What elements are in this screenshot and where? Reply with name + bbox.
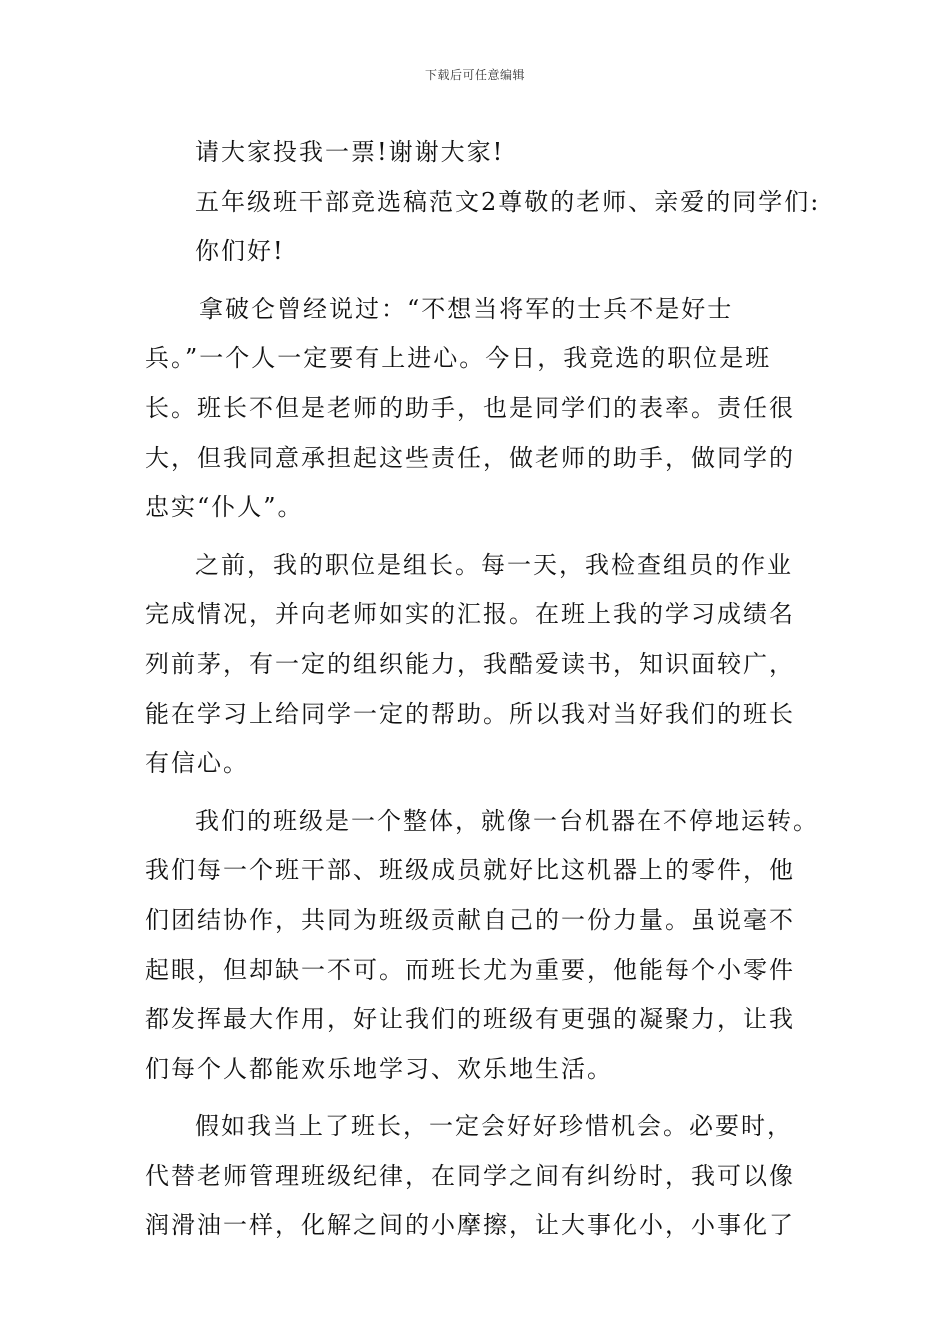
text-line: 之前，我的职位是组长。每一天，我检查组员的作业 (195, 550, 793, 579)
text-line: 我们每一个班干部、班级成员就好比这机器上的零件，他 (145, 856, 795, 885)
text-line: 假如我当上了班长，一定会好好珍惜机会。必要时， (195, 1112, 793, 1141)
text-line: 五年级班干部竞选稿范文2尊敬的老师、亲爱的同学们: (195, 187, 821, 216)
text-line: 能在学习上给同学一定的帮助。所以我对当好我们的班长 (145, 699, 795, 728)
text-line: 起眼，但却缺一不可。而班长尤为重要，他能每个小零件 (145, 955, 795, 984)
text-line: 拿破仑曾经说过：“不想当将军的士兵不是好士 (199, 294, 734, 323)
text-line: 我们的班级是一个整体，就像一台机器在不停地运转。 (195, 806, 819, 835)
text-line: 都发挥最大作用，好让我们的班级有更强的凝聚力，让我 (145, 1005, 795, 1034)
text-line: 有信心。 (145, 749, 249, 778)
text-line: 润滑油一样，化解之间的小摩擦，让大事化小，小事化了 (145, 1211, 795, 1240)
text-line: 长。班长不但是老师的助手，也是同学们的表率。责任很 (145, 393, 795, 422)
text-line: 大，但我同意承担起这些责任，做老师的助手，做同学的 (145, 443, 795, 472)
text-line: 兵。”一个人一定要有上进心。今日，我竞选的职位是班 (145, 344, 772, 373)
text-line: 们团结协作，共同为班级贡献自己的一份力量。虽说毫不 (145, 905, 795, 934)
text-line: 完成情况，并向老师如实的汇报。在班上我的学习成绩名 (145, 600, 795, 629)
text-line: 忠实“仆人”。 (145, 493, 304, 522)
text-line: 代替老师管理班级纪律，在同学之间有纠纷时，我可以像 (145, 1161, 795, 1190)
text-line: 你们好! (195, 237, 285, 266)
header-note: 下载后可任意编辑 (424, 68, 525, 82)
text-line: 列前茅，有一定的组织能力，我酷爱读书，知识面较广， (145, 649, 795, 678)
document-body (145, 128, 821, 1251)
text-line: 请大家投我一票!谢谢大家! (195, 138, 505, 166)
text-line: 们每个人都能欢乐地学习、欢乐地生活。 (145, 1054, 613, 1083)
